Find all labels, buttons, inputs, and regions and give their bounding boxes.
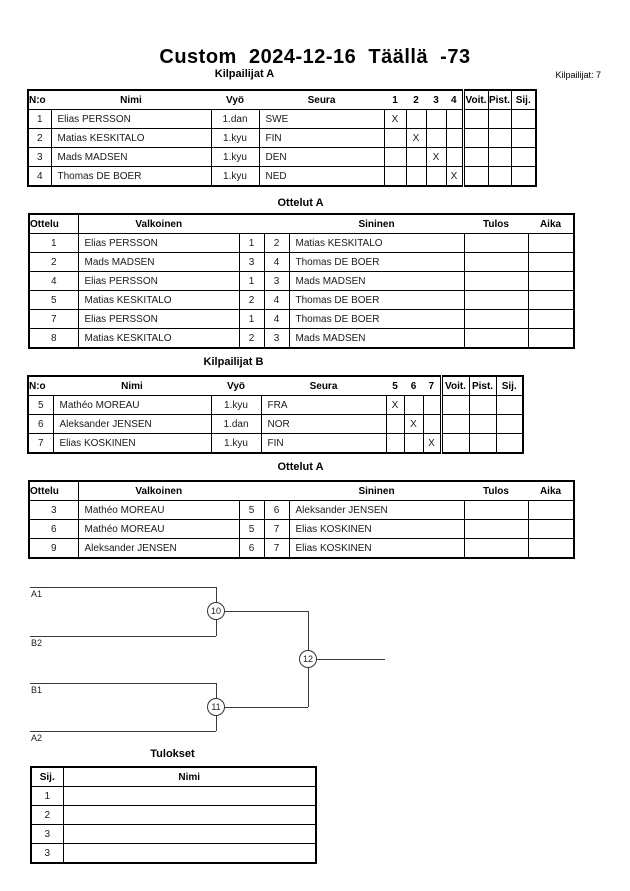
white-name: Mathéo MOREAU <box>78 501 239 520</box>
time-cell <box>528 291 574 310</box>
competitor-club: FIN <box>261 434 386 454</box>
col-name: Nimi <box>51 90 211 110</box>
col-belt: Vyö <box>211 90 259 110</box>
match-row <box>29 310 574 329</box>
competitor-name: Thomas DE BOER <box>51 167 211 187</box>
mark-cell <box>446 148 463 167</box>
white-name: Matias KESKITALO <box>78 329 239 349</box>
result-row <box>31 806 316 825</box>
match-row <box>29 501 574 520</box>
blue-name: Mads MADSEN <box>289 272 464 291</box>
result-place: 2 <box>31 806 63 825</box>
blue-name: Thomas DE BOER <box>289 310 464 329</box>
result-cell <box>464 501 528 520</box>
place-cell <box>511 129 536 148</box>
col-5: 5 <box>386 376 404 396</box>
col-no: N:o <box>28 376 53 396</box>
blue-no: 7 <box>264 539 289 559</box>
time-cell <box>528 520 574 539</box>
col-bn <box>264 481 289 501</box>
mark-cell <box>406 110 426 129</box>
place-cell <box>511 167 536 187</box>
mark-cell: X <box>446 167 463 187</box>
result-cell <box>464 520 528 539</box>
result-row <box>31 825 316 844</box>
match-row <box>29 329 574 349</box>
white-name: Elias PERSSON <box>78 310 239 329</box>
col-7: 7 <box>423 376 441 396</box>
result-cell <box>464 310 528 329</box>
page-title: Custom 2024-12-16 Täällä -73 <box>159 46 471 68</box>
matches-a-table <box>28 213 575 349</box>
bracket-line <box>30 587 216 588</box>
time-cell <box>528 329 574 349</box>
match-no: 9 <box>29 539 78 559</box>
result-cell <box>464 539 528 559</box>
blue-no: 3 <box>264 272 289 291</box>
result-cell <box>464 234 528 253</box>
mark-cell <box>446 110 463 129</box>
col-6: 6 <box>404 376 423 396</box>
result-name <box>63 787 316 806</box>
white-name: Aleksander JENSEN <box>78 539 239 559</box>
mark-cell: X <box>426 148 446 167</box>
competitor-no: 5 <box>28 396 53 415</box>
competitor-club: FRA <box>261 396 386 415</box>
bracket-line <box>308 659 385 660</box>
result-cell <box>464 272 528 291</box>
bracket-match-11: 11 <box>207 698 225 716</box>
competitor-belt: 1.dan <box>211 415 261 434</box>
competitor-no: 2 <box>28 129 51 148</box>
blue-no: 3 <box>264 329 289 349</box>
competitor-club: DEN <box>259 148 384 167</box>
bracket-slot-a1: A1 <box>31 589 43 599</box>
blue-name: Elias KOSKINEN <box>289 539 464 559</box>
blue-no: 4 <box>264 291 289 310</box>
pool-a-row <box>28 167 536 187</box>
mark-cell <box>426 129 446 148</box>
match-no: 1 <box>29 234 78 253</box>
wins-cell <box>463 129 488 148</box>
competitor-no: 6 <box>28 415 53 434</box>
results-title: Tulokset <box>150 748 195 760</box>
competitor-belt: 1.dan <box>211 110 259 129</box>
pool-b-row <box>28 415 523 434</box>
col-place: Sij. <box>511 90 536 110</box>
mark-cell: X <box>384 110 406 129</box>
matches-b-table <box>28 480 575 559</box>
col-match: Ottelu <box>29 481 78 501</box>
col-result: Tulos <box>464 481 528 501</box>
white-no: 2 <box>239 329 264 349</box>
white-no: 1 <box>239 272 264 291</box>
pool-b-table <box>27 375 524 454</box>
match-no: 3 <box>29 501 78 520</box>
blue-no: 4 <box>264 253 289 272</box>
bracket-slot-b2: B2 <box>31 638 43 648</box>
col-points: Pist. <box>469 376 496 396</box>
bracket-slot-b1: B1 <box>31 685 43 695</box>
col-place: Sij. <box>31 767 63 787</box>
white-name: Mathéo MOREAU <box>78 520 239 539</box>
place-cell <box>496 434 523 454</box>
place-cell <box>496 396 523 415</box>
bracket-line <box>216 611 308 612</box>
competitor-name: Elias KOSKINEN <box>53 434 211 454</box>
pool-a-table <box>27 89 537 187</box>
pool-b-row <box>28 396 523 415</box>
result-row <box>31 787 316 806</box>
competitor-belt: 1.kyu <box>211 129 259 148</box>
wins-cell <box>441 396 469 415</box>
points-cell <box>488 167 511 187</box>
white-name: Mads MADSEN <box>78 253 239 272</box>
match-no: 7 <box>29 310 78 329</box>
bracket-line <box>216 707 308 708</box>
col-result: Tulos <box>464 214 528 234</box>
points-cell <box>488 129 511 148</box>
col-white: Valkoinen <box>78 214 239 234</box>
mark-cell <box>426 167 446 187</box>
col-name: Nimi <box>53 376 211 396</box>
pool-a-row <box>28 148 536 167</box>
competitor-club: SWE <box>259 110 384 129</box>
mark-cell: X <box>423 434 441 454</box>
result-place: 3 <box>31 825 63 844</box>
white-no: 5 <box>239 501 264 520</box>
bracket-slot-a2: A2 <box>31 733 43 743</box>
match-no: 2 <box>29 253 78 272</box>
col-wins: Voit. <box>441 376 469 396</box>
bracket-line <box>30 683 216 684</box>
competitor-no: 7 <box>28 434 53 454</box>
time-cell <box>528 501 574 520</box>
mark-cell: X <box>404 415 423 434</box>
results-header <box>31 767 316 787</box>
blue-name: Thomas DE BOER <box>289 253 464 272</box>
col-club: Seura <box>259 90 384 110</box>
pool-a-header <box>28 90 536 110</box>
place-cell <box>496 415 523 434</box>
match-row <box>29 272 574 291</box>
pool-b-title: Kilpailijat B <box>203 356 264 368</box>
matches-a-header <box>29 214 574 234</box>
col-4: 4 <box>446 90 463 110</box>
time-cell <box>528 272 574 291</box>
match-row <box>29 291 574 310</box>
result-cell <box>464 253 528 272</box>
competitor-name: Elias PERSSON <box>51 110 211 129</box>
result-row <box>31 844 316 864</box>
col-wn <box>239 481 264 501</box>
col-belt: Vyö <box>211 376 261 396</box>
points-cell <box>469 396 496 415</box>
points-cell <box>488 110 511 129</box>
mark-cell <box>386 415 404 434</box>
pool-b-row <box>28 434 523 454</box>
col-club: Seura <box>261 376 386 396</box>
result-place: 3 <box>31 844 63 864</box>
col-time: Aika <box>528 214 574 234</box>
mark-cell <box>426 110 446 129</box>
col-3: 3 <box>426 90 446 110</box>
competitor-club: NED <box>259 167 384 187</box>
result-name <box>63 825 316 844</box>
competitor-name: Mathéo MOREAU <box>53 396 211 415</box>
white-no: 2 <box>239 291 264 310</box>
mark-cell: X <box>386 396 404 415</box>
competitor-club: FIN <box>259 129 384 148</box>
competitor-belt: 1.kyu <box>211 167 259 187</box>
match-no: 4 <box>29 272 78 291</box>
bracket-line <box>30 731 216 732</box>
white-name: Elias PERSSON <box>78 234 239 253</box>
points-cell <box>488 148 511 167</box>
match-no: 6 <box>29 520 78 539</box>
white-name: Matias KESKITALO <box>78 291 239 310</box>
col-white: Valkoinen <box>78 481 239 501</box>
competitor-belt: 1.kyu <box>211 396 261 415</box>
blue-name: Mads MADSEN <box>289 329 464 349</box>
bracket-line <box>30 636 216 637</box>
white-no: 1 <box>239 234 264 253</box>
competitor-no: 1 <box>28 110 51 129</box>
col-name: Nimi <box>63 767 316 787</box>
competitor-no: 4 <box>28 167 51 187</box>
mark-cell <box>406 167 426 187</box>
matches-b-title: Ottelut A <box>277 461 324 473</box>
result-cell <box>464 329 528 349</box>
bracket-match-10: 10 <box>207 602 225 620</box>
match-no: 8 <box>29 329 78 349</box>
col-place: Sij. <box>496 376 523 396</box>
competitors-count: Kilpailijat: 7 <box>555 70 601 80</box>
result-name <box>63 844 316 864</box>
white-no: 6 <box>239 539 264 559</box>
col-1: 1 <box>384 90 406 110</box>
blue-no: 4 <box>264 310 289 329</box>
wins-cell <box>441 434 469 454</box>
blue-name: Matias KESKITALO <box>289 234 464 253</box>
blue-no: 2 <box>264 234 289 253</box>
blue-name: Elias KOSKINEN <box>289 520 464 539</box>
result-cell <box>464 291 528 310</box>
competitor-name: Matias KESKITALO <box>51 129 211 148</box>
col-wn <box>239 214 264 234</box>
col-points: Pist. <box>488 90 511 110</box>
mark-cell <box>446 129 463 148</box>
col-blue: Sininen <box>289 214 464 234</box>
mark-cell <box>406 148 426 167</box>
white-name: Elias PERSSON <box>78 272 239 291</box>
wins-cell <box>441 415 469 434</box>
mark-cell <box>423 396 441 415</box>
competitor-no: 3 <box>28 148 51 167</box>
mark-cell <box>384 129 406 148</box>
points-cell <box>469 415 496 434</box>
white-no: 1 <box>239 310 264 329</box>
competitor-belt: 1.kyu <box>211 148 259 167</box>
match-row <box>29 539 574 559</box>
mark-cell <box>423 415 441 434</box>
mark-cell <box>384 148 406 167</box>
mark-cell <box>404 396 423 415</box>
pool-a-title: Kilpailijat A <box>214 68 275 80</box>
mark-cell: X <box>406 129 426 148</box>
competitor-name: Mads MADSEN <box>51 148 211 167</box>
col-wins: Voit. <box>463 90 488 110</box>
pool-a-row <box>28 110 536 129</box>
pool-b-header <box>28 376 523 396</box>
results-table <box>30 766 317 864</box>
competitor-club: NOR <box>261 415 386 434</box>
col-time: Aika <box>528 481 574 501</box>
matches-a-title: Ottelut A <box>277 197 324 209</box>
competitor-belt: 1.kyu <box>211 434 261 454</box>
match-no: 5 <box>29 291 78 310</box>
mark-cell <box>404 434 423 454</box>
competitor-name: Aleksander JENSEN <box>53 415 211 434</box>
time-cell <box>528 234 574 253</box>
result-place: 1 <box>31 787 63 806</box>
time-cell <box>528 310 574 329</box>
mark-cell <box>386 434 404 454</box>
col-bn <box>264 214 289 234</box>
white-no: 5 <box>239 520 264 539</box>
match-row <box>29 520 574 539</box>
wins-cell <box>463 148 488 167</box>
blue-name: Aleksander JENSEN <box>289 501 464 520</box>
match-row <box>29 253 574 272</box>
white-no: 3 <box>239 253 264 272</box>
time-cell <box>528 253 574 272</box>
mark-cell <box>384 167 406 187</box>
matches-b-header <box>29 481 574 501</box>
blue-no: 7 <box>264 520 289 539</box>
place-cell <box>511 148 536 167</box>
match-row <box>29 234 574 253</box>
pool-a-row <box>28 129 536 148</box>
wins-cell <box>463 167 488 187</box>
place-cell <box>511 110 536 129</box>
wins-cell <box>463 110 488 129</box>
blue-name: Thomas DE BOER <box>289 291 464 310</box>
bracket-match-12: 12 <box>299 650 317 668</box>
result-name <box>63 806 316 825</box>
points-cell <box>469 434 496 454</box>
col-blue: Sininen <box>289 481 464 501</box>
time-cell <box>528 539 574 559</box>
col-match: Ottelu <box>29 214 78 234</box>
col-no: N:o <box>28 90 51 110</box>
col-2: 2 <box>406 90 426 110</box>
blue-no: 6 <box>264 501 289 520</box>
